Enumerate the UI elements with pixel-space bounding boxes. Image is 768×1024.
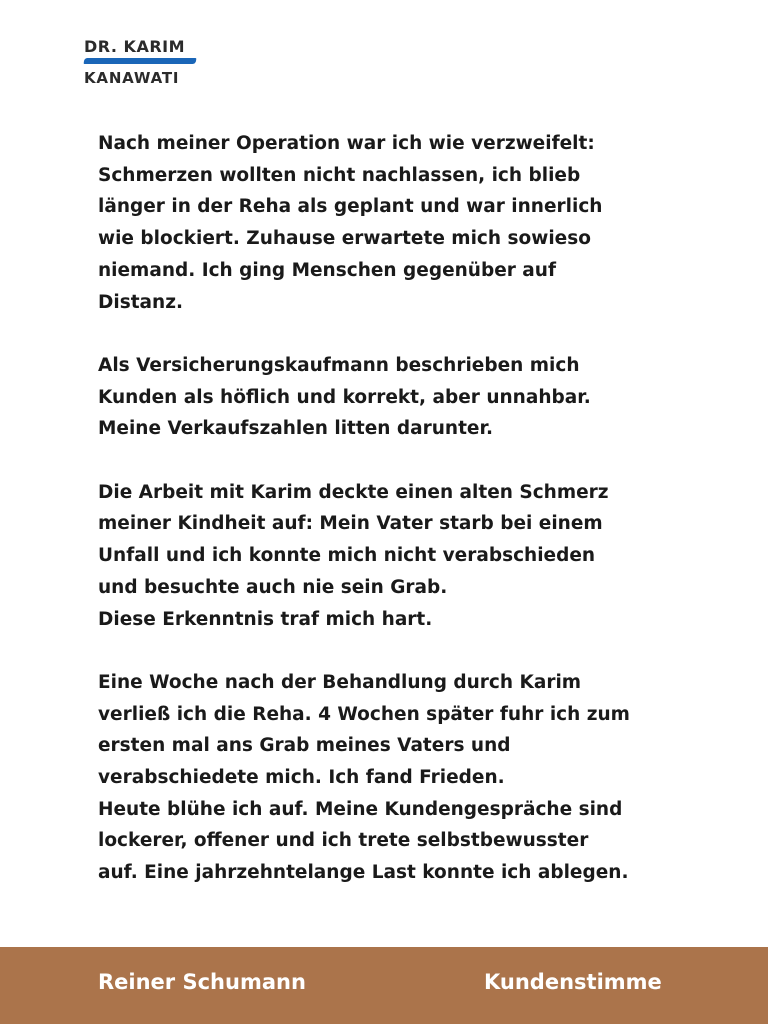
- text-line: Die Arbeit mit Karim deckte einen alten Schmerz: [98, 481, 609, 503]
- text-line: Distanz.: [98, 291, 184, 313]
- text-line: auf. Eine jahrzehntelange Last konnte ich ablegen.: [98, 862, 629, 884]
- text-line: lockerer, offener und ich trete selbstbewusster: [98, 830, 589, 852]
- text-line: verabschiedete mich. Ich fand Frieden.: [98, 767, 505, 789]
- text-line: niemand. Ich ging Menschen gegenüber auf: [98, 259, 557, 281]
- paragraph-1: [98, 128, 698, 318]
- footer-label: Kundenstimme: [484, 970, 662, 994]
- text-line: länger in der Reha als geplant und war innerlich: [98, 196, 603, 218]
- logo-name-line2: KANAWATI: [84, 69, 180, 87]
- text-line: Als Versicherungskaufmann beschrieben mich: [98, 354, 580, 376]
- text-line: Eine Woche nach der Behandlung durch Karim: [98, 671, 582, 693]
- paragraph-3: [98, 477, 698, 636]
- logo-name-line1: DR. KARIM: [84, 37, 186, 56]
- footer-bar: [0, 947, 768, 1024]
- text-line: Unfall und ich konnte mich nicht verabschieden: [98, 545, 596, 567]
- text-line: Heute blühe ich auf. Meine Kundengespräche sind: [98, 798, 623, 820]
- text-line: Nach meiner Operation war ich wie verzweifelt:: [98, 133, 595, 154]
- text-line: und besuchte auch nie sein Grab.: [98, 576, 448, 598]
- text-line: meiner Kindheit auf: Mein Vater starb bei einem: [98, 513, 603, 535]
- logo: [84, 38, 196, 86]
- text-line: Kunden als höflich und korrekt, aber unnahbar.: [98, 386, 591, 408]
- paragraph-4: [98, 667, 698, 889]
- text-line: verließ ich die Reha. 4 Wochen später fuhr ich zum: [98, 703, 630, 725]
- testimonial-text: [98, 128, 698, 921]
- text-line: ersten mal ans Grab meines Vaters und: [98, 735, 511, 757]
- paragraph-2: [98, 350, 698, 445]
- text-line: Meine Verkaufszahlen litten darunter.: [98, 418, 493, 440]
- text-line: Schmerzen wollten nicht nachlassen, ich blieb: [98, 164, 581, 186]
- logo-brush-stroke: [84, 58, 197, 64]
- text-line: Diese Erkenntnis traf mich hart.: [98, 608, 433, 630]
- text-line: wie blockiert. Zuhause erwartete mich sowieso: [98, 228, 591, 250]
- author-name: Reiner Schumann: [98, 970, 306, 994]
